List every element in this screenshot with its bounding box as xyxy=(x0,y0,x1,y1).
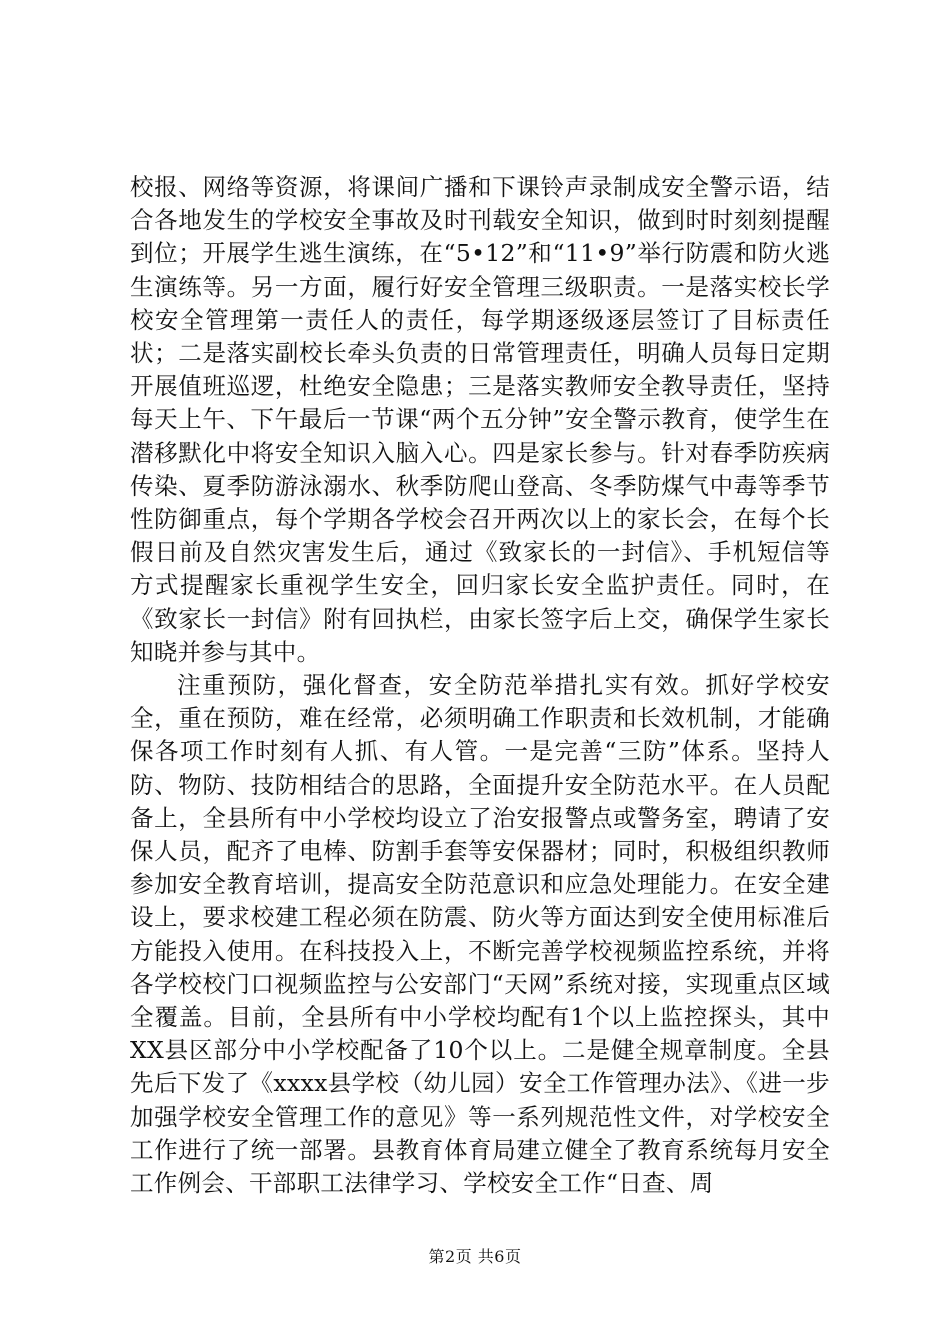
paragraph-prevention: 注重预防，强化督查，安全防范举措扎实有效。抓好学校安全，重在预防，难在经常，必须明确工作职责和长效机制，才能确保各项工作时刻有人抓、有人管。一是完善“三防”体系。坚持人防、物防、技防相结合的思路，全面提升安全防范水平。在人员配备上，全县所有中小学校均设立了治安报警点或警务室，聘请了安保人员，配齐了电棒、防割手套等安保器材；同时，积极组织教师参加安全教育培训，提高安全防范意识和应急处理能力。在安全建设上，要求校建工程必须在防震、防火等方面达到安全使用标准后方能投入使用。在科技投入上，不断完善学校视频监控系统，并将各学校校门口视频监控与公安部门“天网”系统对接，实现重点区域全覆盖。目前，全县所有中小学校均配有1个以上监控探头，其中XX县区部分中小学校配备了10个以上。二是健全规章制度。全县先后下发了《xxxx县学校（幼儿园）安全工作管理办法》、《进一步加强学校安全管理工作的意见》等一系列规范性文件，对学校安全工作进行了统一部署。县教育体育局建立健全了教育系统每月安全工作例会、干部职工法律学习、学校安全工作“日查、周 xyxy=(130,671,830,1198)
page-footer: 第2页 共6页 xyxy=(428,1247,522,1266)
paragraph-continued: 校报、网络等资源，将课间广播和下课铃声录制成安全警示语，结合各地发生的学校安全事故及时刊载安全知识，做到时时刻刻提醒到位；开展学生逃生演练，在“5•12”和“11•9”举行防震和防火逃生演练等。另一方面，履行好安全管理三级职责。一是落实校长学校安全管理第一责任人的责任，每学期逐级逐层签订了目标责任状；二是落实副校长牵头负责的日常管理责任，明确人员每日定期开展值班巡逻，杜绝安全隐患；三是落实教师安全教导责任，坚持每天上午、下午最后一节课“两个五分钟”安全警示教育，使学生在潜移默化中将安全知识入脑入心。四是家长参与。针对春季防疾病传染、夏季防游泳溺水、秋季防爬山登高、冬季防煤气中毒等季节性防御重点，每个学期各学校会召开两次以上的家长会，在每个长假日前及自然灾害发生后，通过《致家长的一封信》、手机短信等方式提醒家长重视学生安全，回归家长安全监护责任。同时，在《致家长一封信》附有回执栏，由家长签字后上交，确保学生家长知晓并参与其中。 xyxy=(130,173,830,666)
body-text xyxy=(130,171,830,1200)
